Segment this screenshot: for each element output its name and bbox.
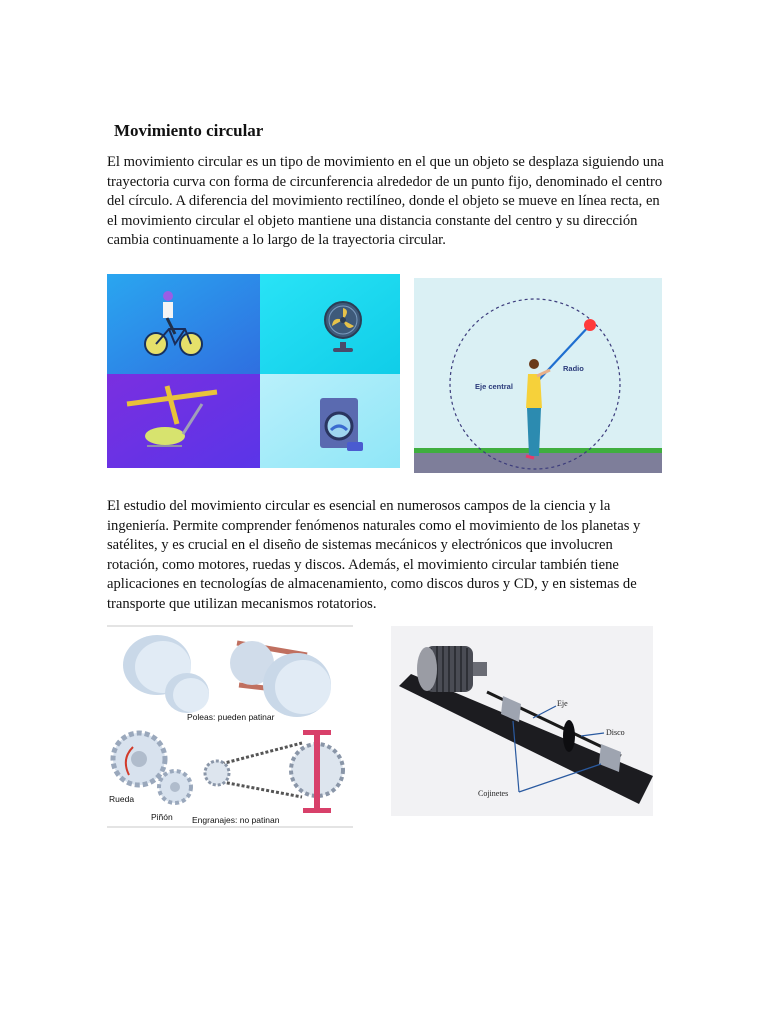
motor-shaft-figure bbox=[391, 626, 653, 816]
page-title: Movimiento circular bbox=[114, 121, 264, 140]
pulleys-caption: Poleas: pueden patinar bbox=[187, 712, 275, 722]
wheel-caption: Rueda bbox=[109, 794, 135, 804]
pinion-caption: Piñón bbox=[151, 812, 173, 822]
rotating-objects-collage bbox=[107, 274, 400, 468]
washing-machine-icon bbox=[320, 398, 363, 451]
rotating-object bbox=[584, 319, 596, 331]
gear-pinion bbox=[159, 771, 191, 803]
radius-label: Radio bbox=[563, 364, 584, 373]
applications-paragraph: El estudio del movimiento circular es esencial en numerosos campos de la ciencia y la ingeniería. Permite comprender fenómenos naturales como el movimiento de los planetas y satélites, y es crucial en el diseño de sistemas mecánicos y electrónicos que involucren rotación, como motores, ruedas y discos. Además, el movimiento circular también tiene aplicaciones en tecnologías de almacenamiento, como discos duros y CD, y en sistemas de transporte que utilizan mecanismos rotatorios. bbox=[107, 498, 641, 612]
shaft-label: Eje bbox=[557, 699, 568, 708]
central-axis-label: Eje central bbox=[475, 382, 513, 391]
disc-label: Disco bbox=[606, 728, 625, 737]
disc bbox=[563, 720, 575, 752]
gears-caption: Engranajes: no patinan bbox=[192, 815, 280, 825]
intro-paragraph: El movimiento circular es un tipo de movimiento en el que un objeto se desplaza siguiendo una trayectoria curva con forma de circunferencia alrededor de un punto fijo, denominado el centro del círculo. A diferencia del movimiento rectilíneo, donde el objeto se mueve en línea recta, en el movimiento circular el objeto mantiene una distancia constante del centro y su dirección cambia continuamente a lo largo de la trayectoria circular. bbox=[107, 154, 664, 249]
gear-wheel bbox=[113, 733, 165, 785]
pulleys-gears-figure bbox=[107, 625, 353, 828]
circular-path-diagram bbox=[414, 278, 662, 473]
bearings-label: Cojinetes bbox=[478, 789, 509, 798]
